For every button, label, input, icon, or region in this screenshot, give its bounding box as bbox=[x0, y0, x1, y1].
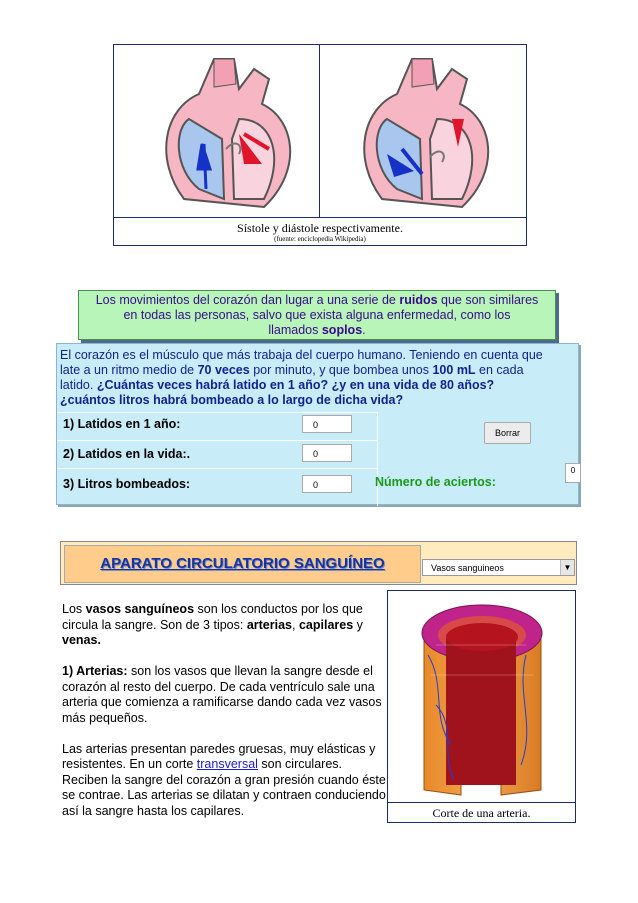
quiz-statement: El corazón es el músculo que más trabaja del cuerpo humano. Teniendo en cuenta que late a un ritmo medio de 70 veces por minuto, y que bombea unos 100 mL en cada latido. ¿Cuántas veces habrá latido en 1 año? ¿y en una vida de 80 años? ¿cuántos litros habrá bombeado a lo largo de dicha vida? bbox=[60, 348, 543, 407]
artery-caption: Corte de una arteria. bbox=[432, 806, 531, 820]
q3-answer-input[interactable]: 0 bbox=[302, 475, 352, 493]
section-select[interactable]: Vasos sanguineos ▼ bbox=[422, 559, 575, 576]
q2-label: 2) Latidos en la vida:. bbox=[63, 447, 191, 461]
heart-figure bbox=[113, 44, 527, 246]
q1-answer-input[interactable]: 0 bbox=[302, 415, 352, 433]
artery-cross-section-image bbox=[406, 595, 556, 799]
section-title: APARATO CIRCULATORIO SANGUÍNEO bbox=[64, 545, 421, 583]
q2-answer-input[interactable]: 0 bbox=[302, 444, 352, 462]
reset-button[interactable]: Borrar bbox=[484, 422, 531, 444]
diastole-heart-image bbox=[342, 49, 512, 214]
score-value: 0 bbox=[565, 463, 581, 483]
heart-source: (fuente: enciclopedia Wikipedia) bbox=[274, 235, 366, 243]
heart-quiz bbox=[56, 343, 579, 505]
section-header bbox=[60, 541, 577, 585]
heart-sounds-note: Los movimientos del corazón dan lugar a una serie de ruidos que son similares en todas las personas, salvo que exista alguna enfermedad, como los llamados soplos. bbox=[78, 290, 556, 340]
transversal-link[interactable]: transversal bbox=[196, 757, 258, 771]
heart-caption: Sístole y diástole respectivamente. bbox=[237, 221, 403, 235]
score-label: Número de aciertos: bbox=[375, 475, 496, 489]
chevron-down-icon[interactable]: ▼ bbox=[560, 560, 574, 575]
artery-figure bbox=[387, 590, 576, 823]
vessels-text: Los vasos sanguíneos son los conductos por los que circula la sangre. Son de 3 tipos: arterias, capilares y venas. 1) Arterias: son los vasos que llevan la sangre desde el corazón al resto del cuerpo. De cada ventrículo sale una arteria que comienza a ramificarse dando cada vez vasos más pequeños. Las arterias presentan paredes gruesas, muy elásticas y resistentes. En un corte transversal son circulares. Reciben la sangre del corazón a gran presión cuando éste se contrae. Las arterias se dilatan y contraen conduciendo así la sangre hasta los capilares. bbox=[62, 602, 386, 818]
q3-label: 3) Litros bombeados: bbox=[63, 477, 191, 491]
q1-label: 1) Latidos en 1 año: bbox=[63, 417, 181, 431]
systole-heart-image bbox=[144, 49, 314, 214]
